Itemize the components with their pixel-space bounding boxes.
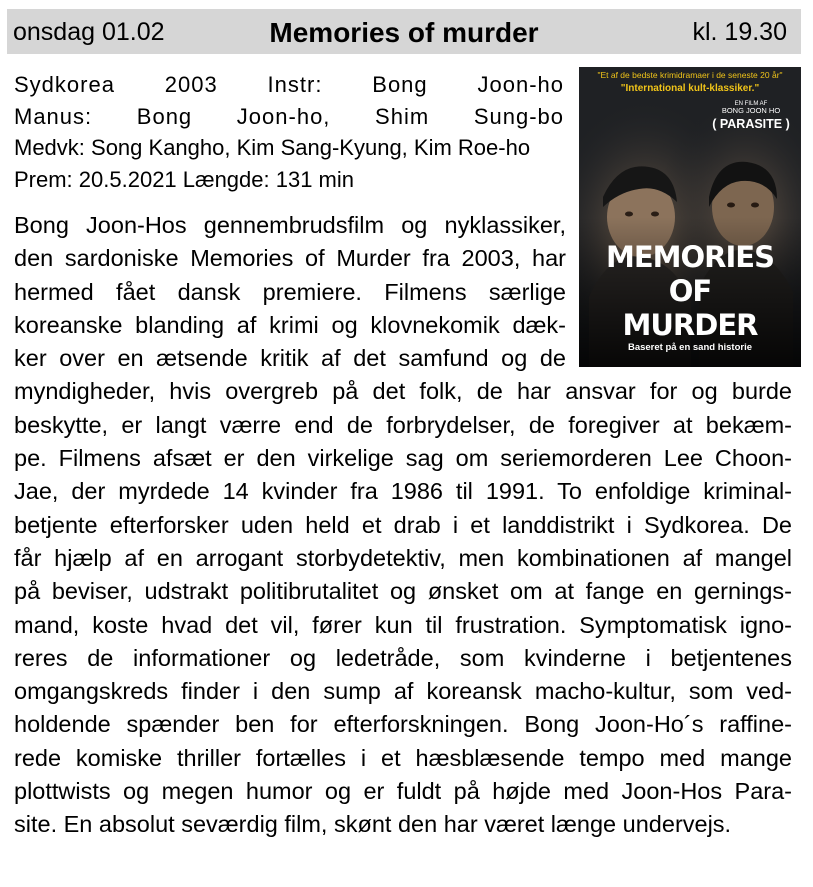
synopsis-line: pe. Filmens afsæt er den virkelige sag om seriemorderen Lee Choon- <box>14 445 792 472</box>
screening-date: onsdag 01.02 <box>13 18 165 46</box>
synopsis-line: Jae, der myrdede 14 kvinder fra 1986 til 1991. To enfoldige kriminal- <box>14 478 792 505</box>
screening-time: kl. 19.30 <box>692 18 787 46</box>
poster-title-line-1: MEMORIES <box>606 240 774 274</box>
poster-subtitle: Baseret på en sand historie <box>627 342 753 353</box>
synopsis-line: holdende spænder ben for efterforskningen. Bong Joon-Ho´s raffine- <box>14 711 792 738</box>
poster-director-prefix: EN FILM AF <box>734 101 768 107</box>
synopsis-line: plottwists og megen humor og er fuldt på højde med Joon-Hos Para- <box>14 778 792 805</box>
film-synopsis <box>14 209 792 842</box>
poster-other-film: ( PARASITE ) <box>712 117 790 131</box>
synopsis-line: får hjælp af en arrogant storbydetektiv, men kombinationen af mangel <box>14 544 792 571</box>
synopsis-line: ker over en ætsende kritik af det samfund og de <box>14 345 566 372</box>
synopsis-line: betjente efterforsker uden held et drab i et landdistrikt i Sydkorea. De <box>14 511 792 538</box>
film-title: Memories of murder <box>269 17 539 48</box>
synopsis-line: den sardoniske Memories of Murder fra 2003, har <box>14 245 566 272</box>
synopsis-line: på beviser, udstrakt politibrutalitet og ønsket om at fange en gernings- <box>14 578 792 605</box>
synopsis-line: myndigheder, hvis overgreb på det folk, de har ansvar for og burde <box>14 378 792 405</box>
synopsis-line: mand, koste hvad det vil, fører kun til frustration. Symptomatisk igno- <box>14 611 792 638</box>
poster-tagline-2: "International kult-klassiker." <box>620 83 760 94</box>
poster-title-line-3: MURDER <box>622 308 758 342</box>
credit-cast: Medvk: Song Kangho, Kim Sang-Kyung, Kim Roe-ho <box>14 135 531 160</box>
synopsis-line: site. En absolut seværdig film, skønt den har været længe undervejs. <box>14 811 732 838</box>
synopsis-line: reres de informationer og ledetråde, som kvinderne i betjentenes <box>14 644 792 671</box>
film-credits <box>14 69 564 195</box>
synopsis-line: Bong Joon-Hos gennembrudsfilm og nyklassiker, <box>14 212 566 238</box>
synopsis-line: koreanske blanding af krimi og klovnekomik dæk- <box>14 311 566 338</box>
poster-director: BONG JOON HO <box>721 106 781 115</box>
listing-header <box>7 9 801 54</box>
synopsis-line: rede komiske thriller fortælles i et hæsblæsende tempo med mange <box>14 744 792 771</box>
poster-tagline-1: "Et af de bedste krimidramaer i de seneste 20 år" <box>597 70 783 80</box>
poster-title-line-2: OF <box>668 274 712 308</box>
synopsis-line: beskytte, er langt værre end de forbrydelser, de foregiver at bekæm- <box>14 411 792 438</box>
credit-premiere-length: Prem: 20.5.2021 Længde: 131 min <box>14 166 355 192</box>
synopsis-line: omgangskreds finder i den sump af koreansk macho-kultur, som ved- <box>14 678 792 705</box>
credit-country-director: Sydkorea 2003 Instr: Bong Joon-ho <box>14 72 564 97</box>
synopsis-line: hermed fået dansk premiere. Filmens særlige <box>14 278 566 305</box>
credit-writers: Manus: Bong Joon-ho, Shim Sung-bo <box>14 103 564 129</box>
